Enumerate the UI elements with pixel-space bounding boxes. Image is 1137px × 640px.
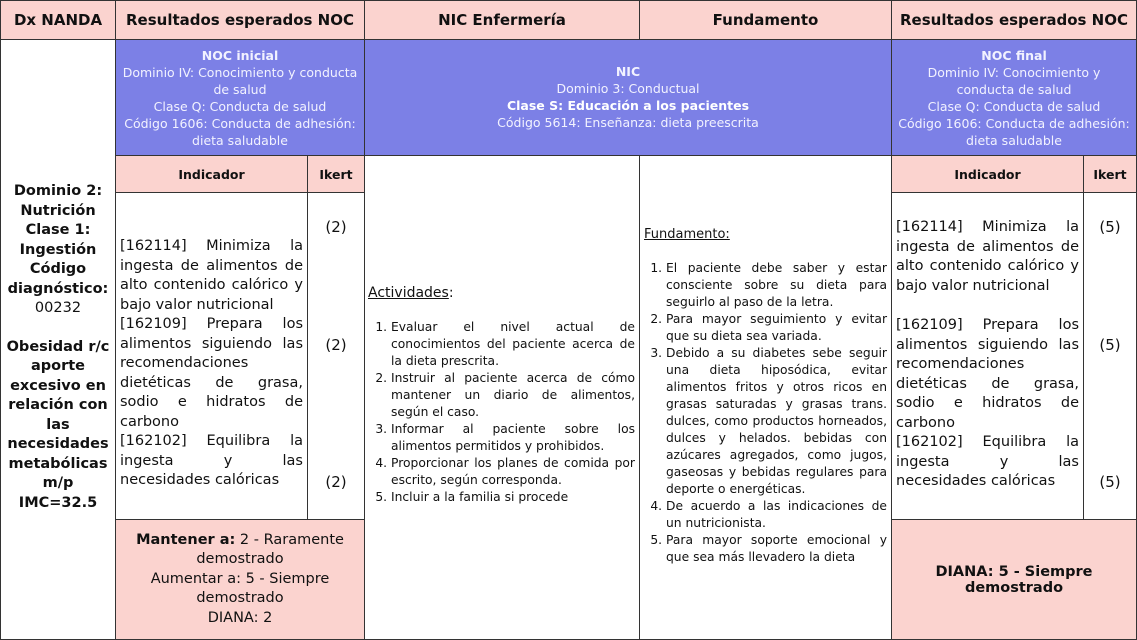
actividades-cell bbox=[364, 155, 640, 640]
fundamento-list bbox=[644, 260, 887, 566]
noc-initial-code: Código 1606: Conducta de adhesión: dieta saludable bbox=[124, 115, 356, 148]
resumen-final-cell bbox=[891, 519, 1137, 640]
likert-initial-3: (2) bbox=[325, 473, 347, 491]
actividad-item: 5. Incluir a la familia si procede bbox=[391, 489, 635, 506]
diagnosis-class-name: Ingestión bbox=[19, 241, 97, 258]
noc-final-code: Código 1606: Conducta de adhesión: dieta saludable bbox=[898, 115, 1130, 148]
indicador-header-initial bbox=[115, 155, 308, 193]
indicator-initial-162102: [162102] Equilibra la ingesta y las necesidades calóricas bbox=[120, 433, 303, 488]
actividad-item: 4. Proporcionar los planes de comida por escrito, según corresponda. bbox=[391, 455, 635, 489]
diagnosis-domain-name: Nutrición bbox=[20, 202, 96, 219]
actividades-label bbox=[368, 285, 454, 301]
header-fundamento-text: Fundamento bbox=[712, 11, 819, 29]
nic-class: Clase S: Educación a los pacientes bbox=[506, 98, 750, 113]
resumen-inicial-cell bbox=[115, 519, 365, 640]
header-noc-initial bbox=[115, 0, 365, 40]
likert-header-final bbox=[1083, 155, 1137, 193]
fundamento-item: 5. Para mayor soporte emocional y que sea más llevadero la dieta bbox=[666, 532, 887, 566]
actividades-list bbox=[369, 319, 635, 506]
actividades-label-text: Actividades bbox=[368, 285, 449, 301]
indicator-initial-162109: [162109] Prepara los alimentos siguiendo las recomendaciones dietéticas de grasa, sodio e hidratos de carbono bbox=[120, 316, 303, 430]
fundamento-label: Fundamento: bbox=[644, 227, 730, 242]
fundamento-cell bbox=[639, 155, 892, 640]
indicators-initial-cell bbox=[115, 192, 308, 520]
diagnosis-code-label-1: Código bbox=[29, 261, 87, 277]
mantener-label: Mantener a: bbox=[136, 531, 236, 548]
resumen-diana-inicial: DIANA: 2 bbox=[207, 609, 273, 626]
likert-final-2: (5) bbox=[1099, 336, 1121, 354]
header-nic bbox=[364, 0, 640, 40]
likert-initial-1: (2) bbox=[325, 218, 347, 236]
diagnosis-domain: Dominio 2: bbox=[13, 183, 103, 199]
diagnosis-desc-3: excesivo en bbox=[10, 377, 106, 394]
likert-header-final-text: Ikert bbox=[1093, 166, 1127, 182]
header-noc-final-text: Resultados esperados NOC bbox=[900, 11, 1128, 29]
diagnosis-desc-5: las bbox=[46, 416, 70, 433]
indicators-final-cell bbox=[891, 192, 1084, 520]
indicador-header-final-text: Indicador bbox=[954, 166, 1021, 182]
header-noc-final bbox=[891, 0, 1137, 40]
indicator-final-162114: [162114] Minimiza la ingesta de alimentos de alto contenido calórico y bajo valor nutricional bbox=[896, 219, 1079, 294]
indicador-header-final bbox=[891, 155, 1084, 193]
likert-final-3: (5) bbox=[1099, 473, 1121, 491]
header-noc-initial-text: Resultados esperados NOC bbox=[126, 11, 354, 29]
resumen-mantener bbox=[124, 531, 356, 570]
resumen-diana-final: DIANA: 5 - Siempre demostrado bbox=[935, 563, 1093, 596]
header-nic-text: NIC Enfermería bbox=[438, 11, 566, 29]
indicator-final-162109: [162109] Prepara los alimentos siguiendo las recomendaciones dietéticas de grasa, sodio e hidratos de carbono bbox=[896, 317, 1079, 431]
noc-final-domain: Dominio IV: Conocimiento y conducta de salud bbox=[927, 64, 1101, 97]
likert-initial-2: (2) bbox=[325, 336, 347, 354]
likert-header-initial-text: Ikert bbox=[319, 166, 353, 182]
header-dx-nanda bbox=[0, 0, 116, 40]
noc-initial-domain: Dominio IV: Conocimiento y conducta de salud bbox=[122, 64, 358, 97]
diagnosis-desc-7: metabólicas bbox=[8, 455, 108, 472]
fundamento-item: 1. El paciente debe saber y estar consciente sobre su dieta para seguirlo al paso de la letra. bbox=[666, 260, 887, 311]
nic-title: NIC bbox=[615, 64, 641, 79]
noc-initial-title: NOC inicial bbox=[201, 47, 279, 63]
fundamento-item: 4. De acuerdo a las indicaciones de un nutricionista. bbox=[666, 498, 887, 532]
actividades-label-colon: : bbox=[448, 285, 454, 301]
actividad-item: 2. Instruir al paciente acerca de cómo mantener un diario de alimentos, según el caso. bbox=[391, 370, 635, 421]
diagnosis-desc-1: Obesidad r/c bbox=[6, 338, 110, 355]
indicador-header-initial-text: Indicador bbox=[178, 166, 245, 182]
likert-final-1: (5) bbox=[1099, 218, 1121, 236]
diagnosis-cell bbox=[0, 39, 116, 640]
actividad-item: 1. Evaluar el nivel actual de conocimientos del paciente acerca de la dieta prescrita. bbox=[391, 319, 635, 370]
diagnosis-code: 00232 bbox=[34, 300, 82, 316]
indicators-initial-list bbox=[116, 237, 307, 491]
noc-final-title: NOC final bbox=[981, 47, 1047, 63]
resumen-aumentar: Aumentar a: 5 - Siempre demostrado bbox=[150, 570, 330, 607]
nic-domain: Dominio 3: Conductual bbox=[556, 81, 700, 96]
noc-final-class: Clase Q: Conducta de salud bbox=[927, 98, 1101, 114]
indicator-initial-162114: [162114] Minimiza la ingesta de alimentos de alto contenido calórico y bajo valor nutricional bbox=[120, 238, 303, 313]
mantener-value: 2 - Raramente demostrado bbox=[196, 531, 344, 568]
diagnosis-desc-4: relación con bbox=[8, 397, 108, 413]
diagnosis-desc-6: necesidades bbox=[7, 436, 109, 452]
diagnosis-class: Clase 1: bbox=[25, 222, 91, 238]
diagnosis-code-label-2: diagnóstico: bbox=[7, 280, 109, 297]
likert-final-cell bbox=[1083, 192, 1137, 520]
header-dx-nanda-text: Dx NANDA bbox=[13, 11, 103, 29]
nic-block bbox=[364, 39, 892, 156]
actividad-item: 3. Informar al paciente sobre los alimentos permitidos y prohibidos. bbox=[391, 421, 635, 455]
likert-header-initial bbox=[307, 155, 365, 193]
likert-initial-cell bbox=[307, 192, 365, 520]
indicator-final-162102: [162102] Equilibra la ingesta y las necesidades calóricas bbox=[896, 434, 1079, 489]
diagnosis-desc-8: m/p IMC=32.5 bbox=[18, 475, 98, 511]
fundamento-item: 3. Debido a su diabetes sebe seguir una dieta hiposódica, evitar alimentos fritos y otros ricos en grasas saturadas y grasas trans. dulces, como productos horneados, dulces y helados. bebidas con azúcares agregados, como jugos, gaseosas y bebidas regulares para deporte o energéticas. bbox=[666, 345, 887, 498]
fundamento-item: 2. Para mayor seguimiento y evitar que su dieta sea variada. bbox=[666, 311, 887, 345]
header-fundamento bbox=[639, 0, 892, 40]
noc-initial-block bbox=[115, 39, 365, 156]
noc-final-block bbox=[891, 39, 1137, 156]
nic-code: Código 5614: Enseñanza: dieta preescrita bbox=[497, 115, 759, 130]
noc-initial-class: Clase Q: Conducta de salud bbox=[153, 98, 327, 114]
diagnosis-desc-2: aporte bbox=[30, 358, 86, 374]
